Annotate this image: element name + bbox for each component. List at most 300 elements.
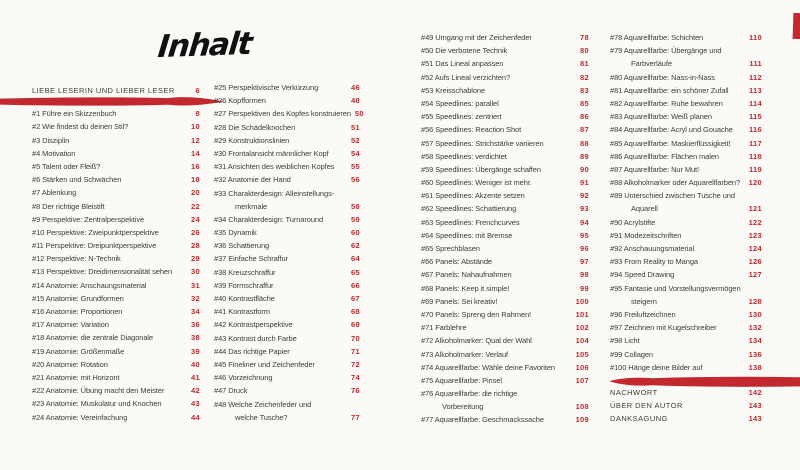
entry-page: 69: [351, 320, 360, 330]
entry-label: #61 Speedlines: Akzente setzen: [421, 191, 525, 201]
entry-page: 124: [748, 244, 762, 253]
toc-entry: [421, 334, 589, 347]
entry-label: #40 Kontrastfläche: [214, 294, 275, 303]
entry-label: #54 Speedlines: parallel: [421, 98, 499, 108]
toc-entry: [32, 345, 200, 358]
entry-label: #84 Aquarellfarbe: Acryl und Gouache: [610, 125, 733, 135]
entry-label: #11 Perspektive: Dreipunktperspektive: [32, 241, 157, 251]
toc-entry: [421, 57, 589, 70]
toc-entry: [421, 176, 589, 189]
entry-label: #18 Anatomie: die zentrale Diagonale: [32, 333, 154, 343]
entry-label: #98 Licht: [610, 336, 640, 346]
entry-page: 24: [191, 214, 200, 224]
toc-entry: [421, 44, 589, 57]
entry-page: 83: [580, 85, 589, 95]
toc-entry: [421, 137, 589, 150]
entry-label: #67 Panels: Nahaufnahmen: [421, 270, 512, 280]
toc-entry: [32, 358, 200, 371]
entry-page: 100: [575, 296, 589, 306]
entry-page: 80: [580, 46, 589, 56]
entry-page: 12: [191, 135, 200, 145]
entry-label: #95 Fantasie und Vorstellungsvermögen: [610, 283, 741, 293]
entry-label: #33 Charakterdesign: Alleinstellungs-: [214, 188, 335, 198]
entry-page: 81: [580, 59, 589, 69]
entry-label: LIEBE LESERIN UND LIEBER LESER: [32, 86, 175, 95]
toc-entry: [32, 186, 200, 199]
toc-entry: [32, 292, 200, 305]
entry-label: #50 Die verbotene Technik: [421, 46, 508, 56]
entry-label: ÜBER DEN AUTOR: [610, 401, 683, 411]
entry-label: #81 Aquarellfarbe: ein schöner Zufall: [610, 85, 729, 95]
toc-entry: [214, 187, 360, 200]
entry-page: 52: [351, 135, 360, 145]
toc-entry: [421, 374, 589, 387]
toc-entry: [610, 412, 762, 425]
entry-page: 20: [191, 188, 200, 198]
entry-page: 96: [580, 244, 589, 253]
entry-label: #8 Der richtige Bleistift: [32, 201, 105, 211]
entry-label: #88 Alkoholmarker oder Aquarellfarben?: [610, 178, 741, 188]
entry-page: 94: [580, 217, 589, 227]
entry-label: #100 Hänge deine Bilder auf: [610, 362, 703, 372]
entry-label: #48 Welche Zeichenfeder und: [214, 399, 312, 409]
entry-label: Aquarell: [631, 204, 658, 214]
entry-label: #13 Perspektive: Dreidimensionalität sehen: [32, 267, 173, 277]
entry-page: 6: [195, 86, 200, 95]
entry-page: 28: [191, 241, 200, 251]
toc-entry: [214, 292, 360, 305]
toc-entry: [421, 71, 589, 84]
entry-page: 36: [191, 320, 200, 330]
toc-entry: [610, 163, 762, 176]
toc-entry: [214, 173, 360, 186]
entry-label: #79 Aquarellfarbe: Übergänge und: [610, 46, 722, 56]
entry-label: #89 Unterschied zwischen Tusche und: [610, 191, 735, 201]
entry-label: #43 Kontrast durch Farbe: [214, 333, 297, 343]
entry-label: #99 Collagen: [610, 349, 654, 359]
toc-entry: [421, 163, 589, 176]
entry-label: #46 Vorzeichnung: [214, 373, 273, 383]
toc-entry: [32, 384, 200, 397]
toc-entry: [32, 173, 200, 186]
entry-label: #47 Druck: [214, 386, 248, 396]
entry-label: #32 Anatomie der Hand: [214, 175, 291, 185]
toc-entry: [421, 189, 589, 202]
toc-entry: [421, 295, 589, 308]
page-title: Inhalt: [156, 25, 253, 66]
entry-label: #78 Aquarellfarbe: Schichten: [610, 33, 704, 42]
toc-entry: [421, 321, 589, 334]
entry-label: #52 Aufs Lineal verzichten?: [421, 72, 511, 82]
toc-entry: [214, 371, 360, 384]
toc-entry: [610, 268, 762, 281]
toc-entry: [421, 387, 589, 400]
toc-entry: [610, 216, 762, 229]
toc-entry: [32, 305, 200, 318]
entry-page: 93: [580, 204, 589, 214]
entry-label: #15 Anatomie: Grundformen: [32, 293, 124, 303]
toc-entry: [32, 279, 200, 292]
entry-page: 136: [748, 349, 762, 359]
toc-entry: [610, 308, 762, 321]
entry-page: 42: [191, 386, 200, 396]
entry-label: #51 Das Lineal anpassen: [421, 59, 504, 69]
entry-page: 67: [351, 294, 360, 303]
entry-label: #59 Speedlines: Übergänge schaffen: [421, 164, 541, 174]
entry-label: #28 Die Schädelknochen: [214, 122, 296, 132]
entry-page: 54: [351, 148, 360, 158]
brush-stroke-icon: [610, 375, 800, 388]
entry-label: Farbverläufe: [631, 59, 672, 69]
entry-page: 82: [580, 72, 589, 82]
entry-label: #65 Sprechblasen: [421, 244, 480, 253]
entry-label: #77 Aquarellfarbe: Geschmackssache: [421, 415, 544, 425]
entry-label: #60 Speedlines: Weniger ist mehr.: [421, 178, 532, 188]
toc-entry: [421, 308, 589, 321]
entry-page: 60: [351, 228, 360, 238]
entry-page: 112: [749, 72, 762, 82]
entry-page: 97: [580, 257, 589, 267]
entry-label: #19 Anatomie: Größenmaße: [32, 346, 125, 356]
toc-entry: [610, 189, 762, 202]
toc-column-2: [214, 81, 364, 424]
entry-page: 46: [351, 83, 360, 92]
entry-label: #21 Anatomie: mit Horizont: [32, 372, 120, 382]
entry-page: 32: [191, 293, 200, 303]
entry-label: #85 Aquarellfarbe: Maskierflüssigkeit!: [610, 138, 731, 148]
entry-label: #58 Speedlines: verdichtet: [421, 151, 507, 161]
entry-page: 55: [351, 162, 360, 172]
entry-label: #34 Charakterdesign: Turnaround: [214, 214, 324, 224]
entry-page: 143: [748, 414, 762, 424]
entry-page: 107: [575, 375, 589, 385]
toc-entry: [610, 282, 762, 295]
entry-page: 85: [580, 98, 589, 108]
toc-entry: [32, 160, 200, 173]
entry-label: #82 Aquarellfarbe: Ruhe bewahren: [610, 98, 723, 108]
entry-label: #12 Perspektive: N-Technik: [32, 254, 121, 264]
toc-entry: [32, 107, 200, 120]
toc-entry: [32, 147, 200, 160]
toc-entry: [214, 239, 360, 252]
entry-label: NACHWORT: [610, 387, 658, 397]
entry-label: #44 Das richtige Papier: [214, 346, 290, 356]
toc-entry: [421, 242, 589, 255]
toc-entry: [610, 110, 762, 123]
entry-page: 62: [351, 241, 360, 251]
entry-page: 126: [748, 257, 762, 267]
entry-page: 65: [351, 267, 360, 277]
entry-page: 43: [191, 399, 200, 409]
toc-entry: [214, 345, 360, 358]
entry-label: #42 Kontrastperspektive: [214, 320, 293, 330]
toc-entry: [214, 94, 360, 107]
entry-label: #41 Kontrastform: [214, 307, 270, 317]
entry-label: #9 Perspektive: Zentralperspektive: [32, 214, 145, 224]
entry-page: 105: [575, 349, 589, 359]
toc-entry: [32, 226, 200, 239]
entry-page: 89: [580, 151, 589, 161]
entry-label: #49 Umgang mit der Zeichenfeder: [421, 33, 532, 42]
toc-entry: [421, 348, 589, 361]
toc-entry: [214, 213, 360, 226]
toc-entry: [610, 71, 762, 84]
toc-column-4: [610, 31, 762, 425]
toc-entry: [610, 202, 762, 215]
entry-label: #71 Farblehre: [421, 323, 467, 333]
entry-page: 58: [351, 201, 360, 211]
entry-page: 113: [749, 85, 762, 95]
entry-page: 22: [191, 201, 200, 211]
toc-entry: [421, 255, 589, 268]
toc-entry: [610, 150, 762, 163]
entry-page: 109: [575, 415, 589, 425]
entry-label: #1 Führe ein Skizzenbuch: [32, 109, 117, 119]
toc-entry: [214, 134, 360, 147]
entry-page: 101: [575, 309, 589, 319]
entry-page: 123: [748, 230, 762, 240]
entry-label: #83 Aquarellfarbe: Weiß planen: [610, 112, 712, 122]
entry-label: #74 Aquarellfarbe: Wähle deine Favoriten: [421, 362, 556, 372]
entry-page: 122: [748, 217, 762, 227]
toc-entry: [610, 57, 762, 70]
toc-entry: [421, 229, 589, 242]
entry-page: 39: [191, 346, 200, 356]
entry-page: 114: [749, 98, 762, 108]
toc-entry: [610, 176, 762, 189]
entry-label: #69 Panels: Sei kreativ!: [421, 296, 498, 306]
entry-label: #5 Talent oder Fleiß?: [32, 161, 101, 171]
entry-page: 72: [351, 359, 360, 369]
toc-entry: [421, 268, 589, 281]
entry-label: #10 Perspektive: Zweipunktperspektive: [32, 227, 159, 237]
toc-entry: [214, 279, 360, 292]
brush-stroke: [610, 374, 762, 386]
toc-entry: [610, 321, 762, 334]
entry-label: #90 Acrylstifte: [610, 217, 656, 227]
entry-page: 66: [351, 280, 360, 290]
entry-label: #4 Motivation: [32, 148, 76, 158]
toc-entry: [214, 332, 360, 345]
toc-entry: [610, 399, 762, 412]
entry-label: #63 Speedlines: Frenchcurves: [421, 217, 520, 227]
toc-entry: [32, 252, 200, 265]
entry-label: #17 Anatomie: Variation: [32, 320, 109, 330]
entry-label: #26 Kopfformen: [214, 96, 266, 106]
entry-label: merkmale: [235, 201, 268, 211]
entry-page: 92: [580, 191, 589, 201]
toc-entry: [32, 318, 200, 331]
toc-entry: [421, 84, 589, 97]
entry-page: 95: [580, 230, 589, 240]
entry-label: #55 Speedlines: zentriert: [421, 112, 502, 122]
entry-page: 70: [351, 333, 360, 343]
entry-page: 41: [191, 372, 200, 382]
entry-page: 121: [748, 204, 762, 214]
entry-page: 117: [749, 138, 762, 148]
entry-page: 130: [748, 309, 762, 319]
entry-label: DANKSAGUNG: [610, 414, 668, 424]
entry-page: 59: [351, 214, 360, 224]
toc-entry: [214, 398, 360, 411]
entry-page: 128: [748, 296, 762, 306]
toc-entry: [610, 44, 762, 57]
entry-page: 14: [191, 148, 200, 158]
entry-label: #53 Kreisschablone: [421, 85, 486, 95]
entry-label: #35 Dynamik: [214, 228, 257, 238]
toc-entry: [32, 213, 200, 226]
entry-page: 99: [580, 283, 589, 293]
toc-entry: [214, 358, 360, 371]
entry-page: 34: [191, 307, 200, 316]
toc-entry: [214, 121, 360, 134]
entry-page: 30: [191, 267, 200, 277]
entry-label: #91 Modezeitschriften: [610, 230, 682, 240]
entry-page: 8: [195, 109, 200, 119]
toc-entry: [421, 361, 589, 374]
toc-entry: [421, 413, 589, 426]
toc-entry: [214, 252, 360, 265]
toc-entry: [32, 120, 200, 133]
entry-label: Vorbereitung: [442, 402, 484, 412]
toc-entry: [610, 137, 762, 150]
entry-label: #70 Panels: Spreng den Rahmen!: [421, 309, 531, 319]
entry-page: 134: [748, 336, 762, 346]
entry-label: #22 Anatomie: Übung macht den Meister: [32, 386, 165, 396]
toc-entry: [421, 400, 589, 413]
entry-label: #7 Ablenkung: [32, 188, 77, 198]
entry-label: #39 Formschraffur: [214, 280, 274, 290]
toc-entry: [214, 81, 360, 94]
entry-page: 38: [191, 333, 200, 343]
entry-label: #38 Kreuzschraffur: [214, 267, 276, 277]
entry-label: #72 Alkoholmarker: Qual der Wahl: [421, 336, 532, 346]
entry-page: 90: [580, 164, 589, 174]
toc-entry: [214, 160, 360, 173]
entry-label: #56 Speedlines: Reaction Shot: [421, 125, 522, 135]
toc-entry: [421, 110, 589, 123]
toc-entry: [421, 97, 589, 110]
entry-label: #25 Perspektivische Verkürzung: [214, 83, 319, 92]
entry-label: #93 From Reality to Manga: [610, 257, 698, 267]
entry-page: 111: [749, 59, 762, 69]
toc-column-3: [421, 31, 589, 427]
toc-entry: [610, 242, 762, 255]
entry-page: 138: [748, 362, 762, 372]
entry-page: 77: [351, 412, 360, 422]
toc-column-1: [32, 84, 200, 424]
toc-entry: [214, 411, 360, 424]
toc-entry: [421, 282, 589, 295]
toc-entry: [32, 265, 200, 278]
entry-page: 10: [191, 122, 200, 132]
toc-entry: [610, 97, 762, 110]
entry-page: 104: [575, 336, 589, 346]
toc-entry: [610, 295, 762, 308]
entry-label: #29 Konstruktionslinien: [214, 135, 290, 145]
toc-entry: [610, 229, 762, 242]
entry-page: 119: [749, 164, 762, 174]
toc-entry: [32, 397, 200, 410]
entry-page: 78: [580, 33, 589, 42]
entry-page: 44: [191, 412, 200, 422]
entry-label: #6 Stärken und Schwächen: [32, 175, 122, 185]
entry-page: 132: [748, 323, 762, 333]
entry-label: #23 Anatomie: Muskulatur und Knochen: [32, 399, 162, 409]
entry-page: 120: [748, 178, 762, 188]
entry-page: 68: [351, 307, 360, 317]
entry-page: 74: [351, 373, 360, 383]
entry-page: 86: [580, 112, 589, 122]
entry-label: #92 Anschauungsmaterial: [610, 244, 695, 253]
entry-page: 87: [580, 125, 589, 135]
toc-entry: [32, 239, 200, 252]
toc-entry: [214, 200, 360, 213]
brush-stroke-icon: [0, 95, 230, 108]
entry-label: #73 Alkoholmarker: Verlauf: [421, 349, 509, 359]
entry-label: #31 Ansichten des weiblichen Kopfes: [214, 162, 335, 172]
toc-entry: [421, 31, 589, 44]
toc-entry: [214, 318, 360, 331]
entry-label: #75 Aquarellfarbe: Pinsel: [421, 375, 502, 385]
entry-label: #86 Aquarellfarbe: Flächen malen: [610, 151, 719, 161]
entry-page: 91: [580, 178, 589, 188]
toc-entry: [214, 266, 360, 279]
toc-entry: [32, 331, 200, 344]
entry-label: #24 Anatomie: Vereinfachung: [32, 412, 128, 422]
toc-entry: [610, 31, 762, 44]
entry-label: #36 Schattierung: [214, 241, 270, 251]
entry-page: 76: [351, 386, 360, 396]
toc-entry: [421, 202, 589, 215]
entry-page: 142: [748, 387, 762, 397]
entry-label: #96 Freiluftzeichnen: [610, 309, 676, 319]
entry-page: 102: [575, 323, 589, 333]
entry-page: 51: [351, 122, 360, 132]
entry-page: 108: [575, 402, 589, 412]
entry-label: #16 Anatomie: Proportionen: [32, 307, 123, 316]
toc-entry: [610, 84, 762, 97]
entry-page: 71: [351, 346, 360, 356]
entry-label: #68 Panels: Keep it simple!: [421, 283, 510, 293]
entry-page: 40: [191, 359, 200, 369]
entry-page: 98: [580, 270, 589, 280]
entry-page: 143: [748, 401, 762, 411]
entry-page: 50: [354, 109, 364, 119]
toc-entry: [32, 200, 200, 213]
toc-entry: [421, 150, 589, 163]
entry-label: #3 Disziplin: [32, 135, 70, 145]
toc-entry: [214, 305, 360, 318]
entry-page: 56: [351, 175, 360, 185]
toc-entry: [421, 123, 589, 136]
toc-entry: [610, 334, 762, 347]
entry-page: 88: [580, 138, 589, 148]
entry-page: 29: [191, 254, 200, 264]
entry-label: #2 Wie findest du deinen Stil?: [32, 122, 129, 132]
entry-label: #30 Frontalansicht männlicher Kopf: [214, 148, 329, 158]
toc-entry: [610, 123, 762, 136]
toc-entry: [214, 226, 360, 239]
entry-page: 106: [575, 362, 589, 372]
entry-label: #20 Anatomie: Rotation: [32, 359, 108, 369]
entry-page: 115: [749, 112, 762, 122]
toc-entry: [214, 384, 360, 397]
entry-page: 16: [191, 161, 200, 171]
entry-label: #37 Einfache Schraffur: [214, 254, 288, 264]
entry-label: #94 Speed Drawing: [610, 270, 675, 280]
entry-label: steigern: [631, 296, 657, 306]
